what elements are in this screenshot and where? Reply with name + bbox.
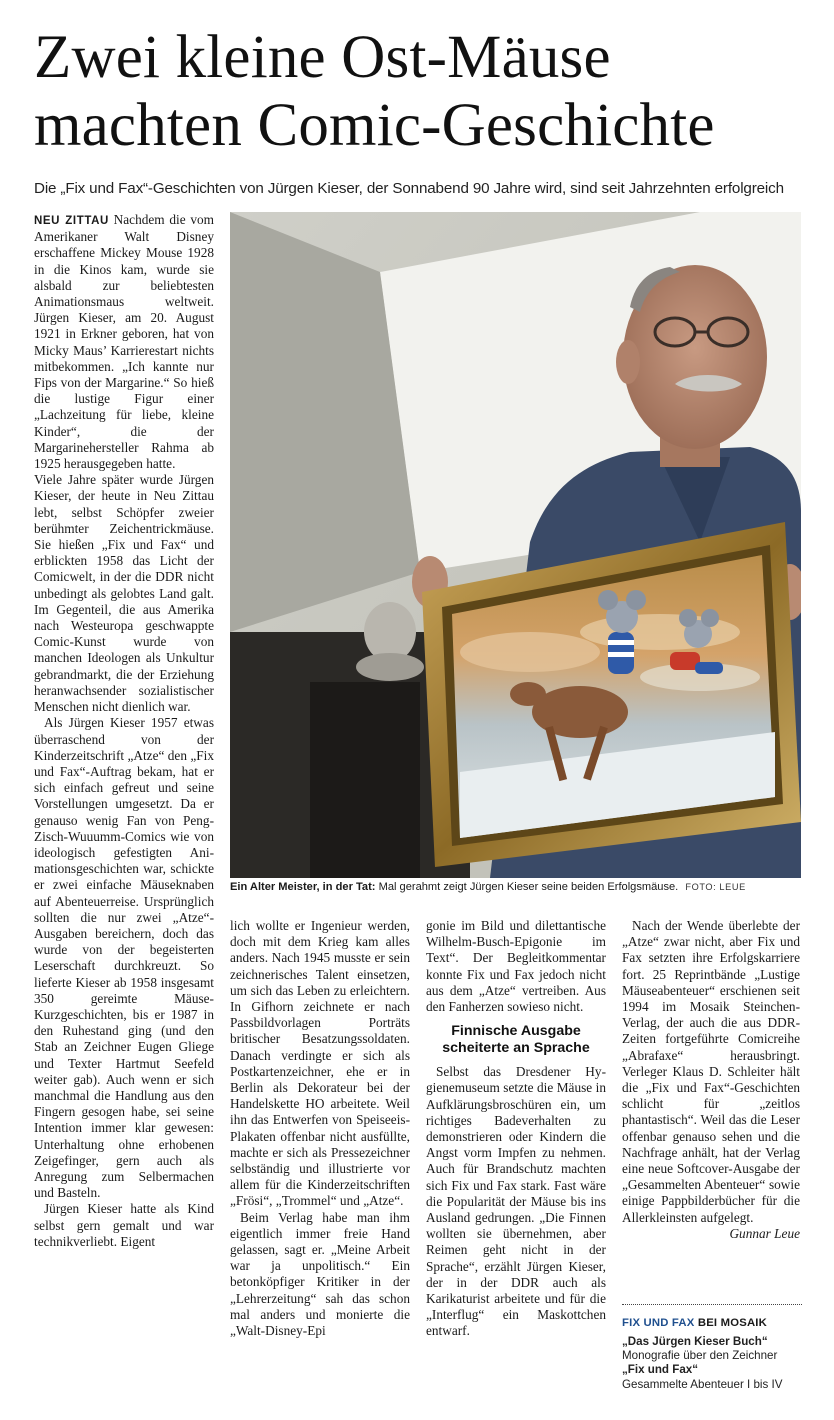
paragraph: Viele Jahre später wurde Jürgen Kieser, der heute in Neu Zittau lebt, selbst Schöpfer zweier berühmter Zeichentrickmäuse. Sie hießen „Fix und Fax“ und erblickten 1958 das Licht der Comicwelt, in der die DDR nicht unbedingt als gelobtes Land galt. Im Gegenteil, die aus Amerika nach Westeuropa geschwappte Comic-Kunst wurde von manchen Ideologen als Unkultur gebrandmarkt, die der Erziehung heranwachsender sozialistischer Menschen nicht dienlich war. [34, 472, 214, 715]
caption-lead: Ein Alter Meister, in der Tat: [230, 881, 376, 893]
paragraph-text: Nach der Wende überlebte der „Atze“ zwar nicht, aber Fix und Fax setzten ihre Erfolgskarriere fort. 25 Reprintbände „Lustige Mäuseabenteuer“ erschienen seit 1994 im Mosaik Steinchen-Verlag, der auch die aus DDR-Zeiten fortgeführte Comicreihe „Abrafaxe“ herausbringt. Verleger Klaus D. Schleiter hält die „Fix und Fax“-Geschichten schlicht für „zeitlos phantastisch“. Weil das die Leser offenbar genauso sehen und die Nachfrage anhält, hat der Verlag eine neue Softcover-Ausgabe der „Gesammelten Abenteuer“ sowie einige Pappbilderbücher für die Allerkleinsten aufgelegt. [622, 918, 800, 1225]
subhead-line-2: scheiterte an Sprache [442, 1040, 590, 1057]
article-column-3 [426, 918, 606, 1340]
paragraph [622, 918, 800, 1241]
article-subheadline: Die „Fix und Fax“-Geschichten von Jürgen Kieser, der Sonnabend 90 Jahre wird, sind seit Jahrzehnten erfolgreich [34, 180, 784, 197]
photo-credit: FOTO: LEUE [685, 882, 746, 892]
paragraph: Als Jürgen Kieser 1957 etwas überraschend von der Kinderzeitschrift „Atze“ den „Fix und Fax“-Auftrag bekam, hat er sich einfach gefreut und seine Vorstellungen umgesetzt. Da er genauso wenig Fan von Peng-Zisch-Wuuumm-Comics wie von ideologisch gefestigten Animationsgeschichten war, schickte er zwei einfache Mäuseknaben auf Abenteuerreise. Ursprünglich sollten die nur zwei „Atze“-Ausgaben bereichern, doch das wurde von der begeisterten Leserschaft durchkreuzt. So lieferte Kieser ab 1958 insgesamt 350 gereimte Mäuse-Kurzgeschichten, bis er 1987 in den Ruhestand ging (und den Stab an Zeichner Eugen Gliege und Texter Hartmut Seefeld weiter gab). Auch wenn er sich manchmal die Handlung aus den Fingern gesogen habe, sei seine Intention immer klar gewesen: Unterhaltung ohne erhobenen Zeigefinger, gern auch als Anregung zum Selbermachen und Basteln. [34, 715, 214, 1201]
paragraph [34, 212, 214, 472]
caption-text: Mal gerahmt zeigt Jürgen Kieser seine beiden Erfolgsmäuse. [378, 881, 679, 893]
author-byline: Gunnar Leue [729, 1225, 800, 1241]
headline-line-1: Zwei kleine Ost-Mäuse [34, 24, 611, 91]
info-box-title-accent: FIX UND FAX [622, 1317, 695, 1329]
paragraph: lich wollte er Ingenieur werden, doch mit dem Krieg kam alles anders. Nach 1945 musste er sein zeichnerisches Talent einsetzen, um sich das Leben zu erleichtern. In Gifhorn zeichnete er nach Passbildvorlagen Porträts britischer Besatzungssoldaten. Danach verdingte er sich als Postkartenzeichner, ehe er in Berlin als Dekorateur bei der Handelskette HO arbeitete. Weil ihn das Entwerfen von Speiseeis-Plakaten offenbar nicht ausfüllte, machte er sich als Pressezeichner selbständig und illustrierte vor allem für die Kinderzeitschriften „Frösi“, „Trommel“ und „Atze“. [230, 918, 410, 1209]
paragraph: Jürgen Kieser hatte als Kind selbst gern gemalt und war technikverliebt. Eigent [34, 1201, 214, 1249]
paragraph: gonie im Bild und dilettantische Wilhelm-Busch-Epigonie im Text“. Der Begleitkommentar konnte Fix und Fax jedoch nicht aus dem „Atze“ vertreiben. Aus den Fanherzen sowieso nicht. [426, 918, 606, 1015]
photo-caption [230, 881, 805, 893]
article-column-1 [34, 212, 214, 1250]
article-column-4 [622, 918, 800, 1242]
section-subhead [426, 1023, 606, 1057]
subhead-line-1: Finnische Ausgabe [451, 1023, 581, 1040]
info-box-line: Gesammelte Abenteuer I bis IV [622, 1377, 783, 1391]
dateline: NEU ZITTAU [34, 215, 109, 227]
info-box [622, 1304, 802, 1392]
article-headline [34, 24, 824, 160]
paragraph: Beim Verlag habe man ihm eigentlich immer freie Hand gelassen, sagt er. „Meine Arbeit war ja unpolitisch.“ Ein betonköpfiger Kritiker in der „Lehrerzeitung“ sah das schon mal anders und monierte die „Walt-Disney-Epi [230, 1209, 410, 1339]
paragraph: Selbst das Dresdener Hygienemuseum setzte die Mäuse in Aufklärungsbroschüren ein, um richtiges Badeverhalten zu demonstrieren oder Kindern die Angst vorm Impfen zu nehmen. Auch für Brandschutz machten sich Fix und Fax stark. Fast wäre die Popularität der Mäuse bis ins Ausland gedrungen. „Die Finnen wollten sie übernehmen, aber Reimen geht nicht in der Sprache“, erzählt Jürgen Kieser, der in der DDR auch als Karikaturist arbeitete und für die „Interflug“ ein Maskottchen entwarf. [426, 1064, 606, 1339]
article-column-2 [230, 918, 410, 1339]
headline-line-2: machten Comic-Geschichte [34, 92, 715, 159]
info-box-title-rest: BEI MOSAIK [697, 1317, 768, 1329]
article-photo [230, 212, 801, 878]
info-box-line: „Das Jürgen Kieser Buch“ [622, 1335, 768, 1348]
info-box-title [622, 1317, 802, 1329]
photo-illustration [230, 212, 801, 878]
info-box-line: Monografie über den Zeichner [622, 1349, 778, 1363]
info-box-line: „Fix und Fax“ [622, 1363, 699, 1377]
paragraph-text: Nachdem die vom Amerikaner Walt Disney erschaffene Mickey Mouse 1928 in die Kinos kam, wurde sie alsbald zur beliebtesten Animationsmaus weltweit. Jürgen Kieser, am 20. August 1921 in Erkner geboren, hat von Micky Maus’ Karrierestart nichts mitbekommen. „Ich kannte nur Fips von der Margarine.“ So hieß die lustige Figur einer „Lachzeitung für liebe, kleine Kinder“, die der Margarinehersteller Rahma ab 1925 herausgegeben hatte. [34, 212, 214, 472]
